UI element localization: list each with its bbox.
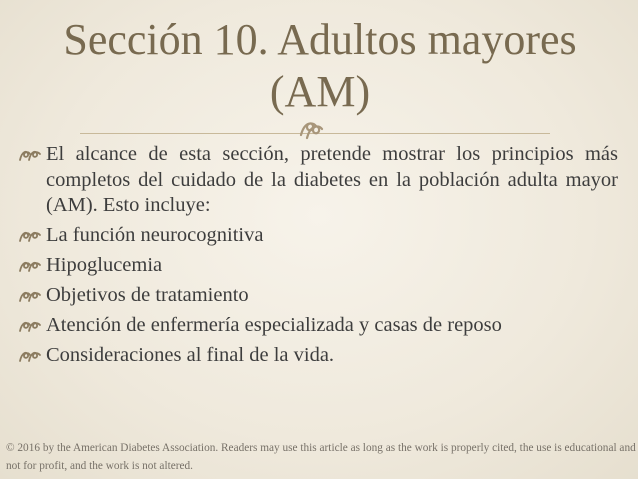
- bullet-item-neurocognitive: [18, 223, 618, 249]
- double-curl-bullet-icon: [18, 258, 42, 274]
- bullet-text: Hipoglucemia: [46, 254, 163, 276]
- bullet-item-scope: [18, 142, 618, 219]
- bullet-item-hypoglycemia: [18, 253, 618, 279]
- slide-title: Sección 10. Adultos mayores (AM): [63, 15, 577, 116]
- bullet-text: Consideraciones al final de la vida.: [46, 344, 335, 366]
- double-curl-bullet-icon: [18, 318, 42, 334]
- bullet-item-end-of-life: [18, 343, 618, 369]
- bullet-item-nursing-care: [18, 313, 618, 339]
- bullet-item-treatment-goals: [18, 283, 618, 309]
- bullet-text: La función neurocognitiva: [46, 224, 264, 246]
- double-curl-bullet-icon: [18, 228, 42, 244]
- double-curl-bullet-icon: [18, 147, 42, 163]
- flourish-icon: [298, 117, 324, 141]
- bullet-text: El alcance de esta sección, pretende mostrar los principios más completos del cuidado de la diabetes en la población adulta mayor (AM). Esto incluye:: [46, 143, 618, 216]
- copyright-footer: © 2016 by the American Diabetes Association. Readers may use this article as long as the work is properly cited, the use is educational and not for profit, and the work is not altered.: [6, 442, 636, 472]
- bullet-text: Atención de enfermería especializada y casas de reposo: [46, 314, 502, 336]
- double-curl-bullet-icon: [18, 348, 42, 364]
- bullet-list: [18, 142, 618, 373]
- double-curl-bullet-icon: [18, 288, 42, 304]
- bullet-text: Objetivos de tratamiento: [46, 284, 249, 306]
